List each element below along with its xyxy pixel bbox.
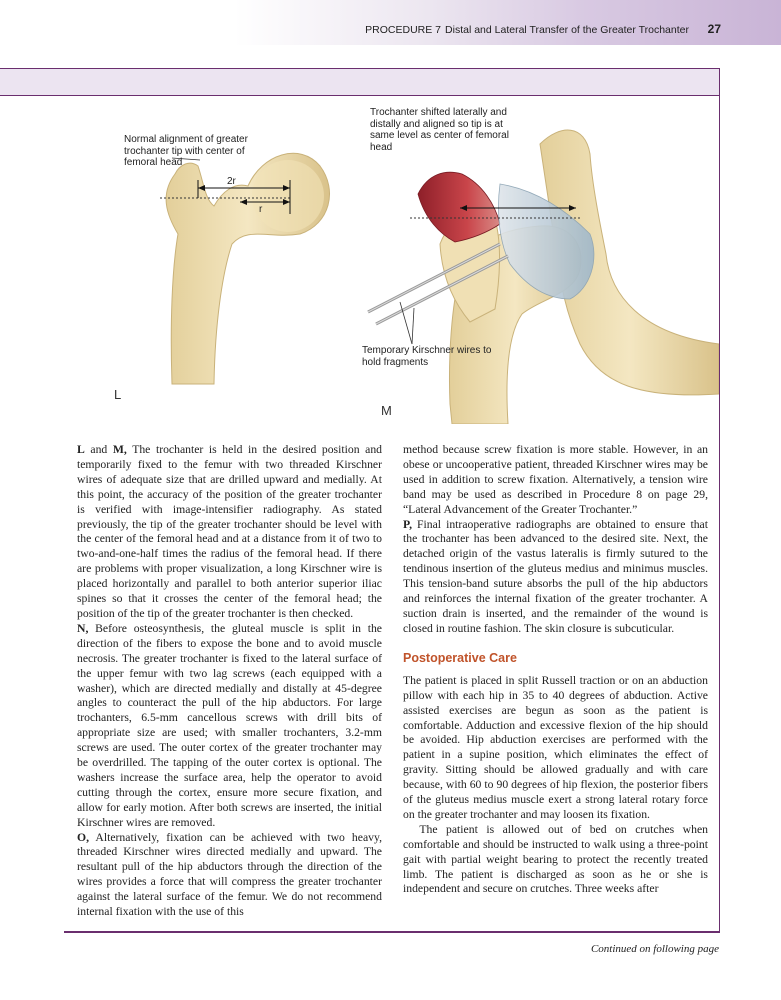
running-head-title: Distal and Lateral Transfer of the Greater Trochanter <box>445 24 689 36</box>
page-number: 27 <box>707 22 721 36</box>
figure-band <box>0 68 720 96</box>
postop-paragraph-1: The patient is placed in split Russell traction or on an abduction pillow with each hip in 35 to 40 degrees of abduction. Active assisted exercises are begun as soon as the patient is comfortable. Adduction and excessive flexion of the hip should be avoided. Hip abduction exercises are performed with the patient in a supine position, which eliminates the effect of gravity. Sitting should be allowed gradually and with care because, with 60 to 90 degrees of hip flexion, the posterior fibers of the gluteus medius muscle exert a strong lateral rotary force on the greater trochanter and may loosen its fixation. <box>403 673 708 821</box>
body-bottom-rule <box>64 931 720 933</box>
lead-l: L <box>77 443 85 456</box>
panel-l-callout: Normal alignment of greater trochanter tip with center of femoral head <box>124 134 248 168</box>
paragraph-lm-text: The trochanter is held in the desired position and temporarily fixed to the femur with two threaded Kirschner wires of adequate size that are drilled upward and medially. At this point, the accuracy of the position of the greater trochanter is verified with image-intensifier radiography. As stated previously, the tip of the greater trochanter should be level with the center of the femoral head and at a distance from it of two to two-and-one-half times the radius of the femoral head. If there are problems with proper visualization, a long Kirschner wire is placed horizontally and parallel to both anterior superior iliac spines so that it crosses the center of the femoral head; the position of the tip of the greater trochanter is then checked. <box>77 443 383 620</box>
panel-m-letter: M <box>381 403 392 418</box>
panel-l-measure-r: r <box>259 204 263 215</box>
panel-m-callout-bottom: Temporary Kirschner wires to hold fragments <box>362 345 492 368</box>
section-heading-postoperative-care: Postoperative Care <box>403 650 517 665</box>
paragraph-n-text: Before osteosynthesis, the gluteal muscle is split in the direction of the fibers to expose the bone and to avoid muscle necrosis. The greater trochanter is fixed to the lateral surface of the upper femur with two lag screws (each equipped with a washer), which are directed medially and distally at 45-degree angles to counteract the pull of the hip abductors. For large trochanters, 6.5-mm cancellous screws with drill bits of appropriate size are used; with smaller trochanters, 3.2-mm screws are used. The outer cortex of the greater trochanter may be overdrilled. The tapping of the outer cortex is optional. The washers increase the surface area, help the operator to avoid cutting through the cortex, ensure more secure fixation, and allow for early motion. After both screws are inserted, the initial Kirschner wires are removed. <box>77 621 382 829</box>
running-head-label: PROCEDURE 7 <box>365 24 442 36</box>
lead-joiner: and <box>84 443 113 456</box>
paragraph-p-text: Final intraoperative radiographs are obtained to ensure that the trochanter has been advanced to the desired site. Next, the detached origin of the vastus lateralis is firmly sutured to the tendinous insertion of the gluteus medius and minimus muscles. This tension-band suture absorbs the pull of the hip abductors and reinforces the internal fixation of the greater trochanter. A suction drain is inserted, and the remainder of the wound is closed in routine fashion. The skin closure is subcuticular. <box>403 517 708 635</box>
lead-o: O, <box>77 830 90 844</box>
lead-m: M, <box>112 443 127 456</box>
paragraph-lm <box>77 443 382 622</box>
lead-n: N, <box>77 621 89 635</box>
paragraph-o-continued: method because screw fixation is more stable. However, in an obese or uncooperative patient, threaded Kirschner wires may be used in addition to screw fixation. Alternatively, a tension wire band may be used as described in Procedure 8 on page 29, “Lateral Advancement of the Greater Trochanter.” <box>403 443 708 516</box>
paragraph-p <box>403 518 708 637</box>
continued-notice: Continued on following page <box>590 943 719 955</box>
paragraph-n <box>77 622 382 831</box>
postop-paragraph-2: The patient is allowed out of bed on crutches when comfortable and should be instructed to walk using a three-point gait with partial weight bearing to protect the recently treated limb. The patient is discharged as soon as he or she is independent and secure on crutches. Three weeks after <box>403 822 708 896</box>
figure-illustration <box>0 94 719 424</box>
running-head <box>365 24 689 36</box>
panel-m-callout-top: Trochanter shifted laterally and distally and aligned so tip is at same level as center of femoral head <box>370 107 509 153</box>
paragraph-o <box>77 831 382 920</box>
lead-p: P, <box>403 517 412 531</box>
header-band <box>0 0 781 45</box>
right-column <box>403 443 708 897</box>
panel-l-letter: L <box>114 387 122 402</box>
body-side-rule <box>719 424 720 932</box>
panel-l-measure-2r: 2r <box>227 176 236 187</box>
paragraph-o-text: Alternatively, fixation can be achieved with two heavy, threaded Kirschner wires directed medially and upward. The resultant pull of the hip abductors through the direction of the wires provides a force that will compress the greater trochanter against the lateral surface of the femur. We do not recommend internal fixation with the use of this <box>77 830 382 919</box>
left-column <box>77 443 382 920</box>
section-gap <box>403 637 708 651</box>
